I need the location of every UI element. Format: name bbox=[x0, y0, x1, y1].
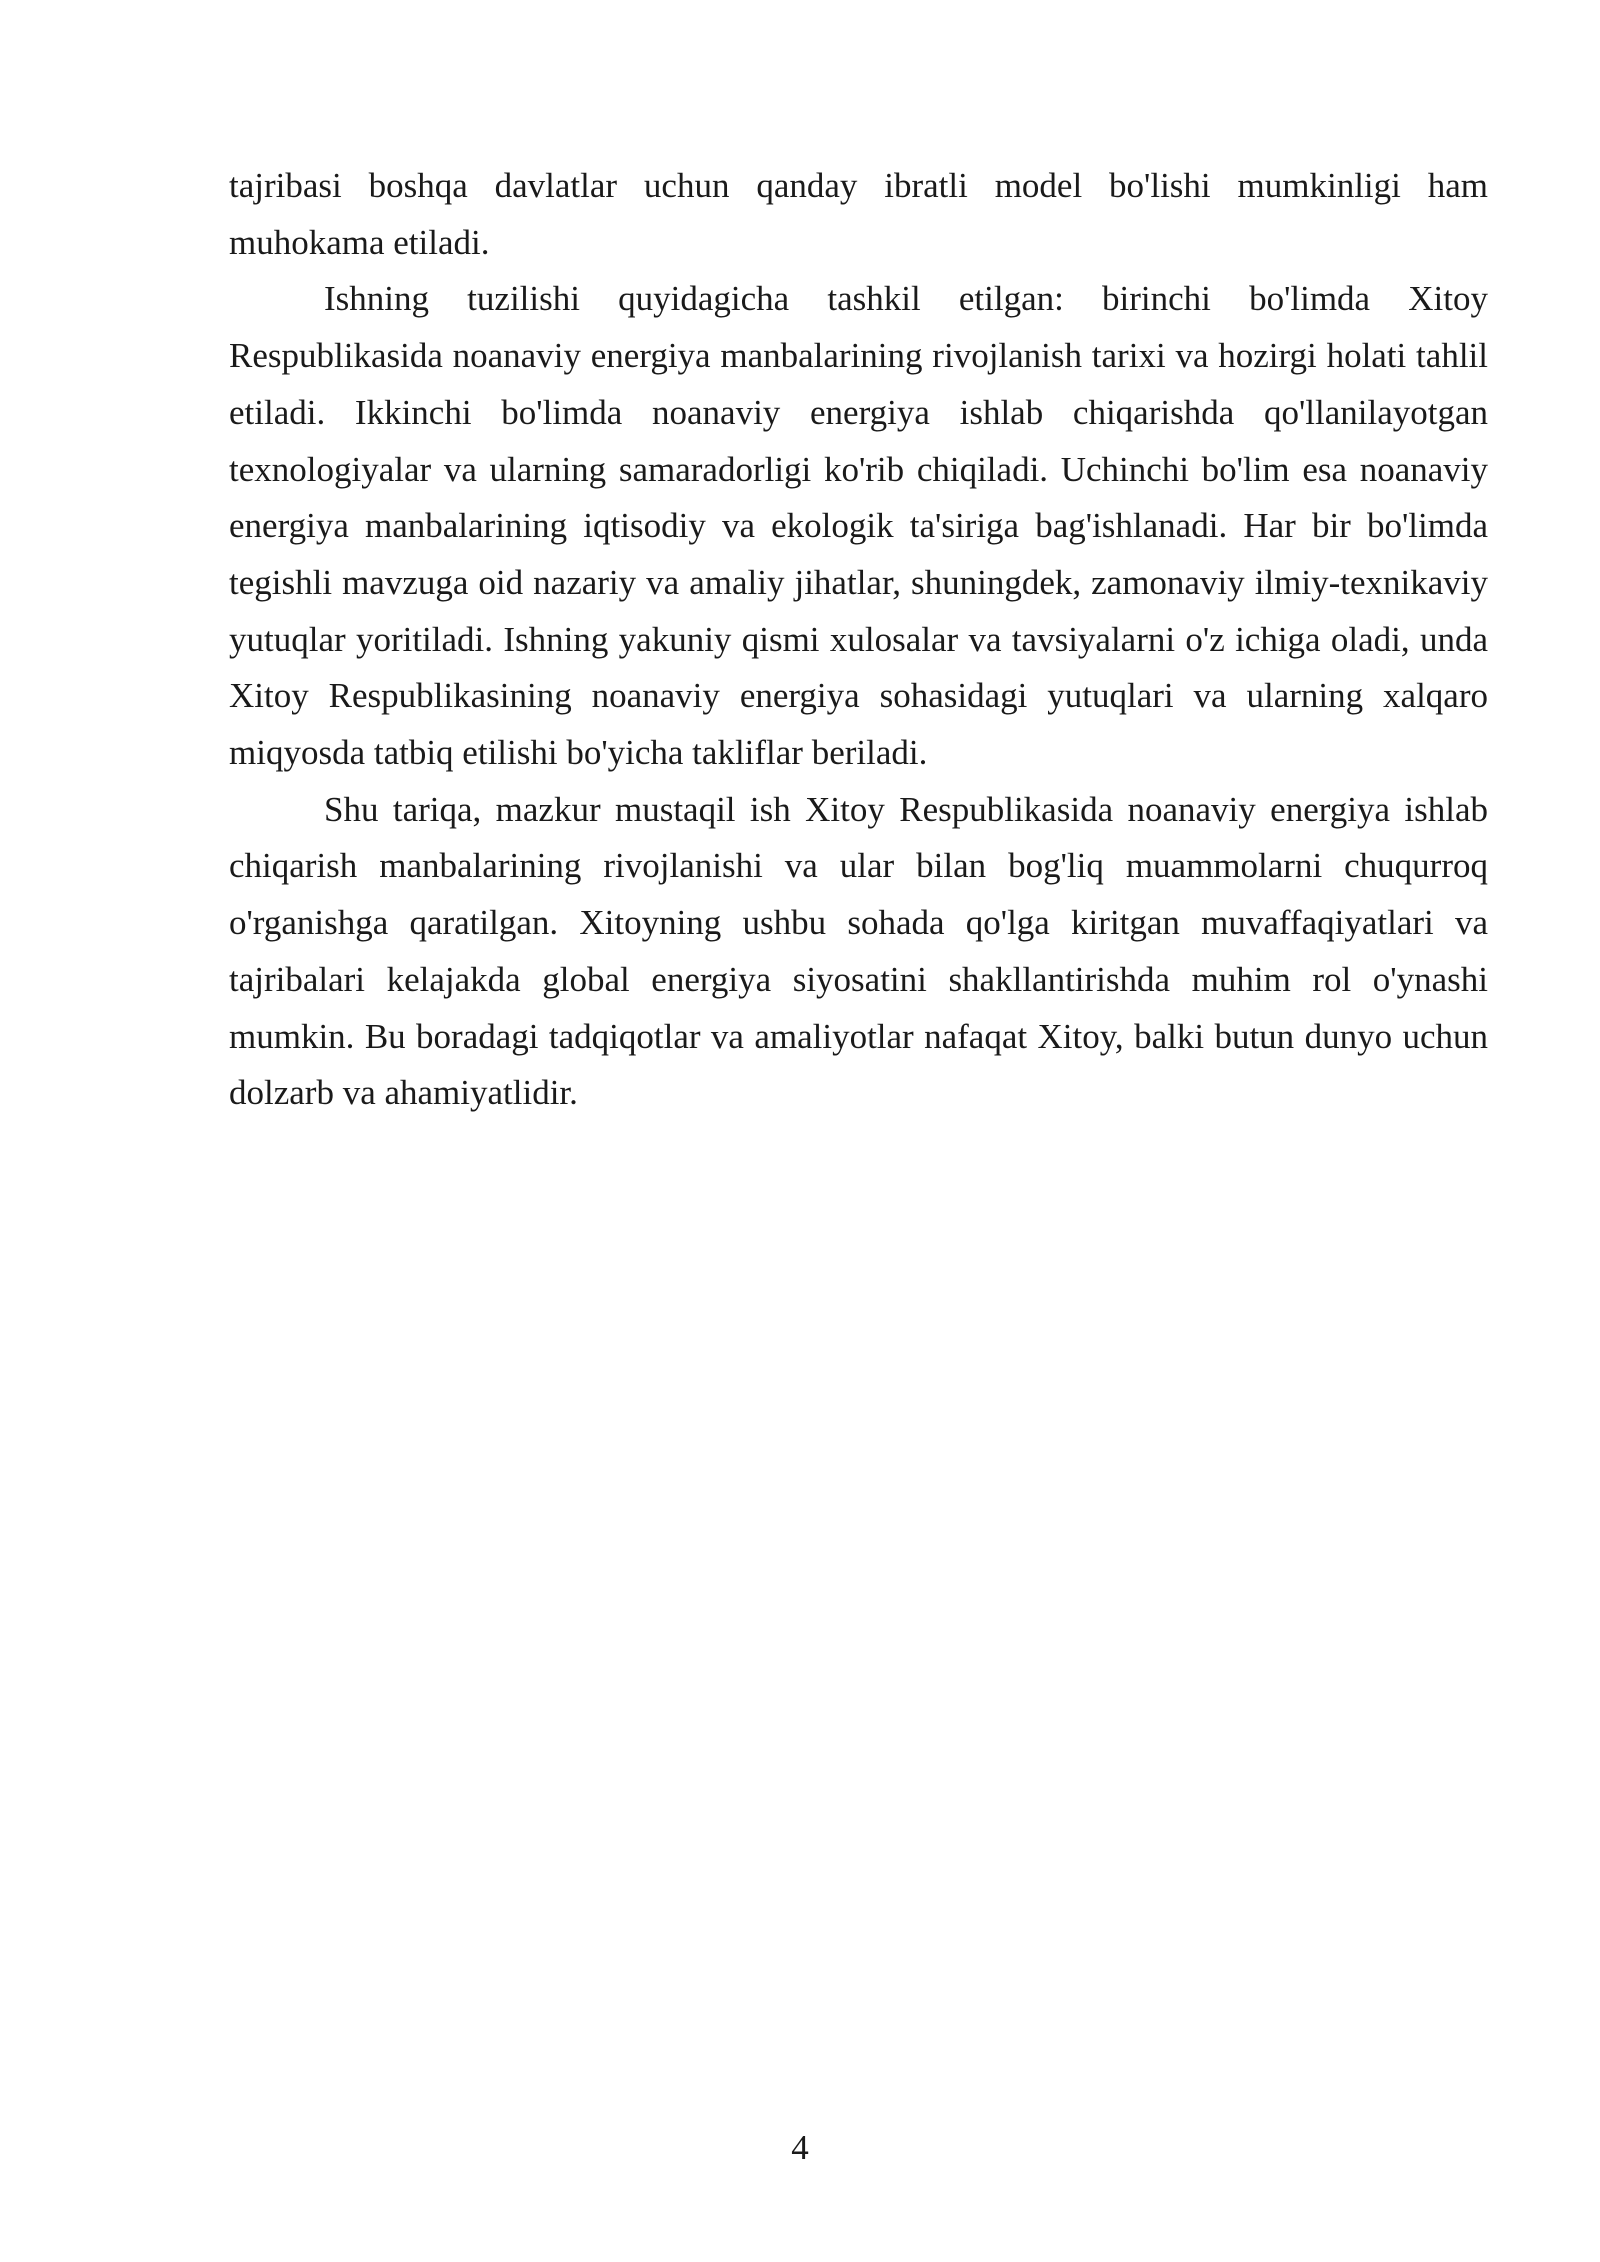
paragraph-structure: Ishning tuzilishi quyidagicha tashkil etilgan: birinchi bo'limda Xitoy Respublikasida noanaviy energiya manbalarining rivojlanish tarixi va hozirgi holati tahlil etiladi. Ikkinchi bo'limda noanaviy energiya ishlab chiqarishda qo'llanilayotgan texnologiyalar va ularning samaradorligi ko'rib chiqiladi. Uchinchi bo'lim esa noanaviy energiya manbalarining iqtisodiy va ekologik ta'siriga bag'ishlanadi. Har bir bo'limda tegishli mavzuga oid nazariy va amaliy jihatlar, shuningdek, zamonaviy ilmiy-texnikaviy yutuqlar yoritiladi. Ishning yakuniy qismi xulosalar va tavsiyalarni o'z ichiga oladi, unda Xitoy Respublikasining noanaviy energiya sohasidagi yutuqlari va ularning xalqaro miqyosda tatbiq etilishi bo'yicha takliflar beriladi. bbox=[229, 279, 1488, 773]
page-number: 4 bbox=[791, 2128, 809, 2167]
body-text bbox=[229, 158, 1488, 1122]
paragraph-continuation: tajribasi boshqa davlatlar uchun qanday ibratli model bo'lishi mumkinligi ham muhokama etiladi. bbox=[229, 166, 1488, 262]
paragraph-conclusion: Shu tariqa, mazkur mustaqil ish Xitoy Respublikasida noanaviy energiya ishlab chiqarish manbalarining rivojlanishi va ular bilan bog'liq muammolarni chuqurroq o'rganishga qaratilgan. Xitoyning ushbu sohada qo'lga kiritgan muvaffaqiyatlari va tajribalari kelajakda global energiya siyosatini shakllantirishda muhim rol o'ynashi mumkin. Bu boradagi tadqiqotlar va amaliyotlar nafaqat Xitoy, balki butun dunyo uchun dolzarb va ahamiyatlidir. bbox=[229, 789, 1488, 1113]
